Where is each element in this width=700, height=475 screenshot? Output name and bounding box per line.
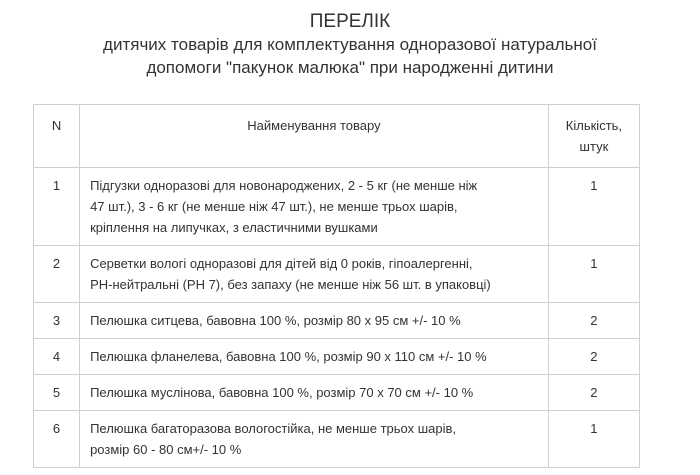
item-name-line: Серветки вологі одноразові для дітей від 0 років, гіпоалергенні,: [90, 256, 473, 271]
item-name-line: 47 шт.), 3 - 6 кг (не менше ніж 47 шт.), не менше трьох шарів,: [90, 199, 458, 214]
item-quantity: 1: [548, 168, 639, 246]
column-header-name: [80, 105, 549, 168]
item-quantity: 2: [548, 339, 639, 375]
column-header-quantity: [548, 105, 639, 168]
column-header-quantity-line-2: штук: [579, 139, 609, 154]
item-name-cell: [80, 411, 549, 468]
item-quantity: 2: [548, 375, 639, 411]
item-quantity: 1: [548, 411, 639, 468]
table-row: [34, 303, 640, 339]
document-subtitle-line-1: дитячих товарів для комплектування одноразової натуральної: [103, 35, 597, 54]
row-number: 6: [34, 411, 80, 468]
item-name-cell: [80, 303, 549, 339]
item-name-line: Пелюшка багаторазова вологостійка, не менше трьох шарів,: [90, 421, 457, 436]
document-title: ПЕРЕЛІК: [309, 11, 391, 32]
item-name-line: кріплення на липучках, з еластичними вушками: [90, 220, 378, 235]
item-quantity: 1: [548, 246, 639, 303]
item-name-line: PH-нейтральні (PH 7), без запаху (не менше ніж 56 шт. в упаковці): [90, 277, 491, 292]
items-table: [33, 104, 640, 468]
row-number: 4: [34, 339, 80, 375]
table-header-row: [34, 105, 640, 168]
column-header-number: N: [34, 105, 80, 168]
item-name-line: Підгузки одноразові для новонароджених, 2 - 5 кг (не менше ніж: [90, 178, 478, 193]
table-row: [34, 411, 640, 468]
item-quantity: 2: [548, 303, 639, 339]
table-row: [34, 375, 640, 411]
document-header: [0, 0, 700, 79]
column-header-name-label: Найменування товару: [247, 118, 381, 133]
table-row: [34, 339, 640, 375]
item-name-line: Пелюшка муслінова, бавовна 100 %, розмір 70 х 70 см +/- 10 %: [90, 385, 474, 400]
item-name-cell: [80, 339, 549, 375]
column-header-quantity-line-1: Кількість,: [565, 118, 623, 133]
item-name-line: Пелюшка ситцева, бавовна 100 %, розмір 80 х 95 см +/- 10 %: [90, 313, 461, 328]
table-row: [34, 246, 640, 303]
item-name-cell: [80, 168, 549, 246]
document-subtitle-line-2: допомоги "пакунок малюка" при народженні дитини: [146, 58, 554, 77]
row-number: 5: [34, 375, 80, 411]
row-number: 3: [34, 303, 80, 339]
item-name-line: розмір 60 - 80 см+/- 10 %: [90, 442, 242, 457]
row-number: 2: [34, 246, 80, 303]
table-row: [34, 168, 640, 246]
item-name-line: Пелюшка фланелева, бавовна 100 %, розмір 90 х 110 см +/- 10 %: [90, 349, 487, 364]
item-name-cell: [80, 375, 549, 411]
item-name-cell: [80, 246, 549, 303]
row-number: 1: [34, 168, 80, 246]
